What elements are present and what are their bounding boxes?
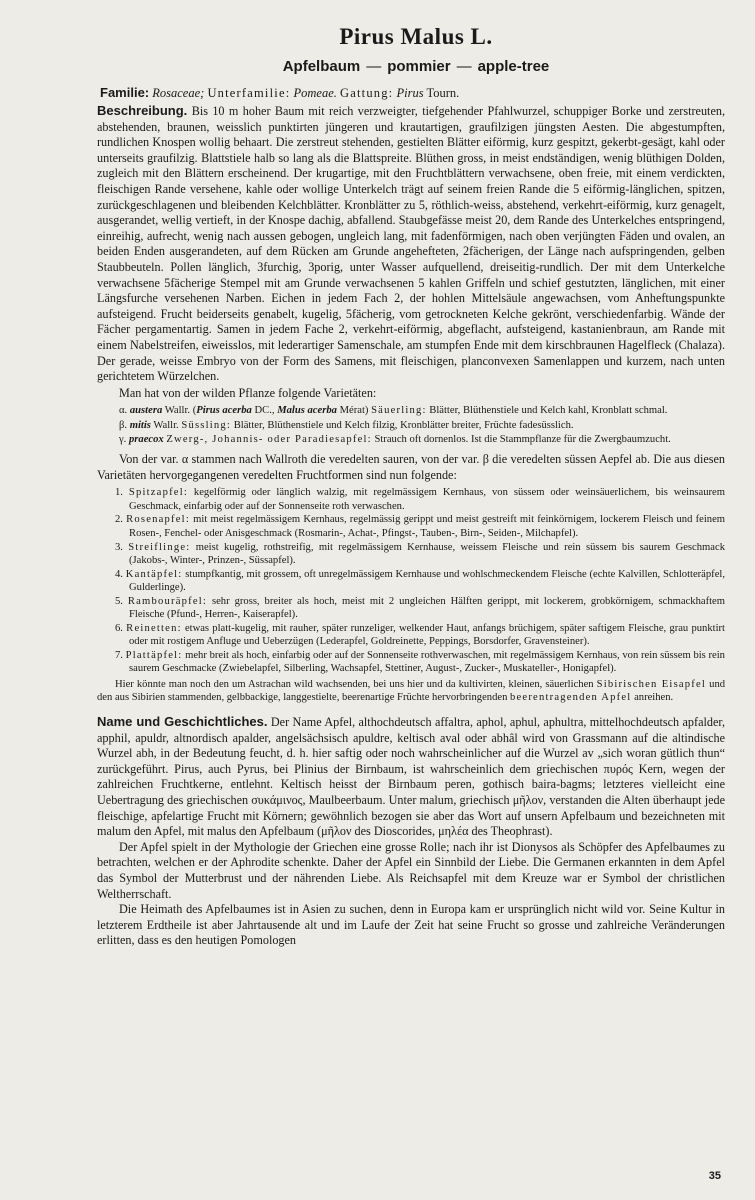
name-english: apple-tree — [477, 58, 550, 75]
separator: — — [366, 58, 382, 75]
list-item: 4. Kantäpfel: stumpfkantig, mit grossem, oft unregelmässigem Kernhause und wohlschmeckendem Fleische (echte Kalvillen, Schlotteräpfel, Gulderlinge). — [115, 568, 726, 593]
name-french: pommier — [387, 58, 451, 75]
unterfamilie-value: Pomeae. — [293, 86, 337, 100]
name-paragraph-3: Die Heimath des Apfelbaumes ist in Asien zu suchen, denn in Europa kam er ursprünglich nicht wild vor. Seine Kultur in letzterem Erdtheile ist aber Jahrtausende alt und im Laufe der Zeit hat seine Frucht so grosse und zahlreiche Veränderungen erlitten, dass es den heutigen Pomologen — [97, 902, 725, 948]
list-item: 2. Rosenapfel: mit meist regelmässigem Kernhaus, regelmässig gerippt und meist gestreift mit feinkörnigem, lockerem Fleisch und feinem Rosen-, Fenchel- oder Anisgeschmack (Rosmarin-, Achat-, Pfingst-, Tauben-, Birn-, Seiden-, Milchapfel). — [115, 514, 726, 539]
name-german: Apfelbaum — [282, 58, 361, 75]
beschreibung-paragraph — [97, 103, 725, 385]
separator: — — [456, 58, 472, 75]
page-number: 35 — [708, 1170, 721, 1182]
gattung-value: Pirus — [396, 86, 424, 100]
gattung-author: Tourn. — [426, 86, 460, 100]
fruchtformen-list — [115, 486, 725, 675]
beschreibung-text: Bis 10 m hoher Baum mit reich verzweigter, tiefgehender Pfahlwurzel, schuppiger Borke und zerstreuten, abstehenden, braunen, weisslich punktirten jüngeren und krautartigen, graufilzigen jüngsten Aesten. Die abgestumpften, rundlichen Knospen wollig behaart. Die zerstreut stehenden, gestielten Blätter eiförmig, kurz gespitzt, gekerbt-gesägt, kahl oder unterseits graufilzig. Blattstiele halb so lang als die Blattspreite. Blüthen gross, in meist endständigen, wenig blüthigen Dolden, zugleich mit den Blättern erscheinend. Der krugartige, mit den Fruchtblättern verwachsene, oben freie, mit einem verdickten, fleischigen Rande versehene, kahle oder wollige Unterkelch trägt auf seinem freien Rande die 5 eiförmig-länglichen, spitzen, zurückgeschlagenen und bleibenden Kelchblätter. Kronblätter zu 5, röthlich-weiss, abstehend, verkehrt-eiförmig, kurz genagelt, ausgerandet, wellig vertieft, in der Knospe dachig, abfallend. Staubgefässe meist 20, dem Rande des Unterkelches entspringend, einreihig, aufrecht, wenig nach aussen gebogen, ungleich lang, mit fadenförmigen, nach oben verjüngten Fäden und ovalen, an beiden Enden ausgerandeten, auf dem Rücken am Grunde angehefteten, 2fächerigen, der Länge nach aufspringenden, gelben Staubbeuteln. Pollen länglich, 3furchig, 3porig, unter Wasser aufquellend, dreiseitig-rundlich. Der mit dem Unterkelche verwachsene 5fächerige Stempel mit am Grunde verwachsenen 5 kahlen Griffeln und schief gestutzten, länglichen, mit einer Längsfurche versehenen Narben. Eichen in jedem Fach 2, der hohlen Mittelsäule angewachsen, vom Anheftungspunkte aufsteigend. Frucht beiderseits genabelt, kugelig, 5fächerig, vom getrockneten Kelche gekrönt, verschiedenfarbig. Wände der Fächer pergamentartig. Samen in jedem Fache 2, verkehrt-eiförmig, abgeflacht, aufsteigend, kastanienbraun, am Rande mit einem Nabelstreifen, eiweisslos, mit lederartiger Samenschale, am stumpfen Ende mit dem kirschbraunen Hagelfleck (Chalaza). Der gerade, weisse Embryo von der Form des Samens, mit fleischigen, planconvexen Samenlappen und kurzem, nach unten gerichtetem Würzelchen. — [97, 104, 725, 384]
list-item: 7. Plattäpfel: mehr breit als hoch, einfarbig oder auf der Sonnenseite rothverwaschen, mit regelmässigem Kernhaus, von rein süssem bis rein saurem Geschmacke (Zwiebelapfel, Silberling, Wachsapfel, Stettiner, August-, Zucker-, Muskateller-, Honigapfel). — [115, 649, 725, 675]
page-title: Pirus Malus L. — [339, 24, 493, 49]
taxonomy-line — [97, 85, 725, 101]
list-item: 3. Streiflinge: meist kugelig, rothstreifig, mit regelmässigem Kernhause, weissem Fleische und rein süssem bis saurem Geschmack (Jakobs-, Winter-, Prinzen-, Süssapfel). — [115, 541, 725, 566]
name-paragraph-2: Der Apfel spielt in der Mythologie der Griechen eine grosse Rolle; nach ihr ist Dionysos als Schöpfer des Apfelbaumes zu betrachten, welchen er der Aphrodite schenkte. Daher der Apfel ein Sinnbild der Liebe. Die Germanen erkannten in dem Apfel das Symbol der Mutterbrust und der nährenden Liebe. Als Reichsapfel mit dem Kreuze war er Symbol der christlichen Weltherrschaft. — [97, 839, 725, 901]
astrachan-note: Hier könnte man noch den um Astrachan wild wachsenden, bei uns hier und da kultivirten, kleinen, säuerlichen Sibirischen Eisapfel und den aus Sibirien stammenden, gelbbackige, langgestielte, beerenartige Früchte hervorbringenden beerentragenden Apfel anreihen. — [97, 678, 726, 703]
fruchtformen-intro: Von der var. α stammen nach Wallroth die veredelten sauren, von der var. β die veredelten süssen Aepfel ab. Die aus diesen Varietäten hervorgegangenen veredelten Fruchtformen sind nun folgende: — [97, 452, 725, 482]
list-item: α. austera Wallr. (Pirus acerba DC., Malus acerba Mérat) Säuerling: Blätter, Blüthenstiele und Kelch kahl, Kronblatt schmal. — [119, 405, 668, 417]
familie-value: Rosaceae; — [152, 86, 205, 100]
list-item: 5. Rambouräpfel: sehr gross, breiter als hoch, meist mit 2 ungleichen Hälften gerippt, mit lockerem, grobkörnigem, schmackhaftem Fleische (Pfund-, Herren-, Kaiserapfel). — [115, 595, 725, 621]
beschreibung-heading: Beschreibung. — [97, 103, 188, 118]
varietaeten-list — [119, 404, 725, 446]
varietaeten-intro: Man hat von der wilden Pflanze folgende Varietäten: — [119, 385, 377, 400]
list-item: 1. Spitzapfel: kegelförmig oder länglich walzig, mit regelmässigem Kernhaus, von süssem oder weinsäuerlichem, bis weinsaurem Geschmack, einfarbig oder auf der Sonnenseite roth verwaschen. — [115, 487, 725, 512]
name-paragraph-1: Name und Geschichtliches. Der Name Apfel, althochdeutsch affaltra, aphol, aphul, aphultra, mittelhochdeutsch apfalder, apphil, apuldr, altnordisch apalder, angelsächsisch apuldre, keltisch aval oder abhâl wird von Grassmann auf die altindische Wurzel abh, in der Bedeutung feucht, d. h. hier saftig oder noch wahrscheinlicher auf die Wurzel av „sich woran gütlich thun“ zurückgeführt. Pirus, auch Pyrus, bei Plinius der Birnbaum, ist wahrscheinlich dem griechischen πυρός Kern, wegen der zahlreichen Fruchtkerne, entlehnt. Keltisch heisst der Birnbaum peren, gothisch baira-bagms; letzteres vielleicht eine Uebertragung des griechischen συκάμινος, Maulbeerbaum. Unter malum, griechisch μῆλον, verstanden die Alten überhaupt jede fleischige, apfelartige Frucht mit Körnern; gewöhnlich bezogen sie aber das Wort auf unsern Apfelbaum und bezeichneten mit malum den Apfel, mit malus den Apfelbaum (μῆλον des Dioscorides, μηλέα des Theophrast). — [97, 714, 726, 839]
list-item: 6. Reinetten: etwas platt-kugelig, mit rauher, später runzeliger, welkender Haut, anfangs brüchigem, später saftigem Fleische, grau punktirt oder mit rostigem Anfluge und Ueberzügen (Lederapfel, Goldreinette, Peppings, Borsdorfer, Gravensteiner). — [115, 622, 725, 648]
list-item: γ. praecox Zwerg-, Johannis- oder Paradiesapfel: Strauch oft dornenlos. Ist die Stammpflanze für die Zwergbaumzucht. — [119, 433, 671, 445]
familie-label: Familie: — [100, 85, 150, 100]
unterfamilie-label: Unterfamilie: — [207, 86, 291, 100]
name-heading: Name und Geschichtliches. — [97, 714, 268, 730]
common-names — [107, 58, 725, 75]
list-item: β. mitis Wallr. Süssling: Blätter, Blüthenstiele und Kelch filzig, Kronblätter breiter, Früchte fadesüsslich. — [119, 419, 574, 431]
gattung-label: Gattung: — [340, 86, 394, 100]
